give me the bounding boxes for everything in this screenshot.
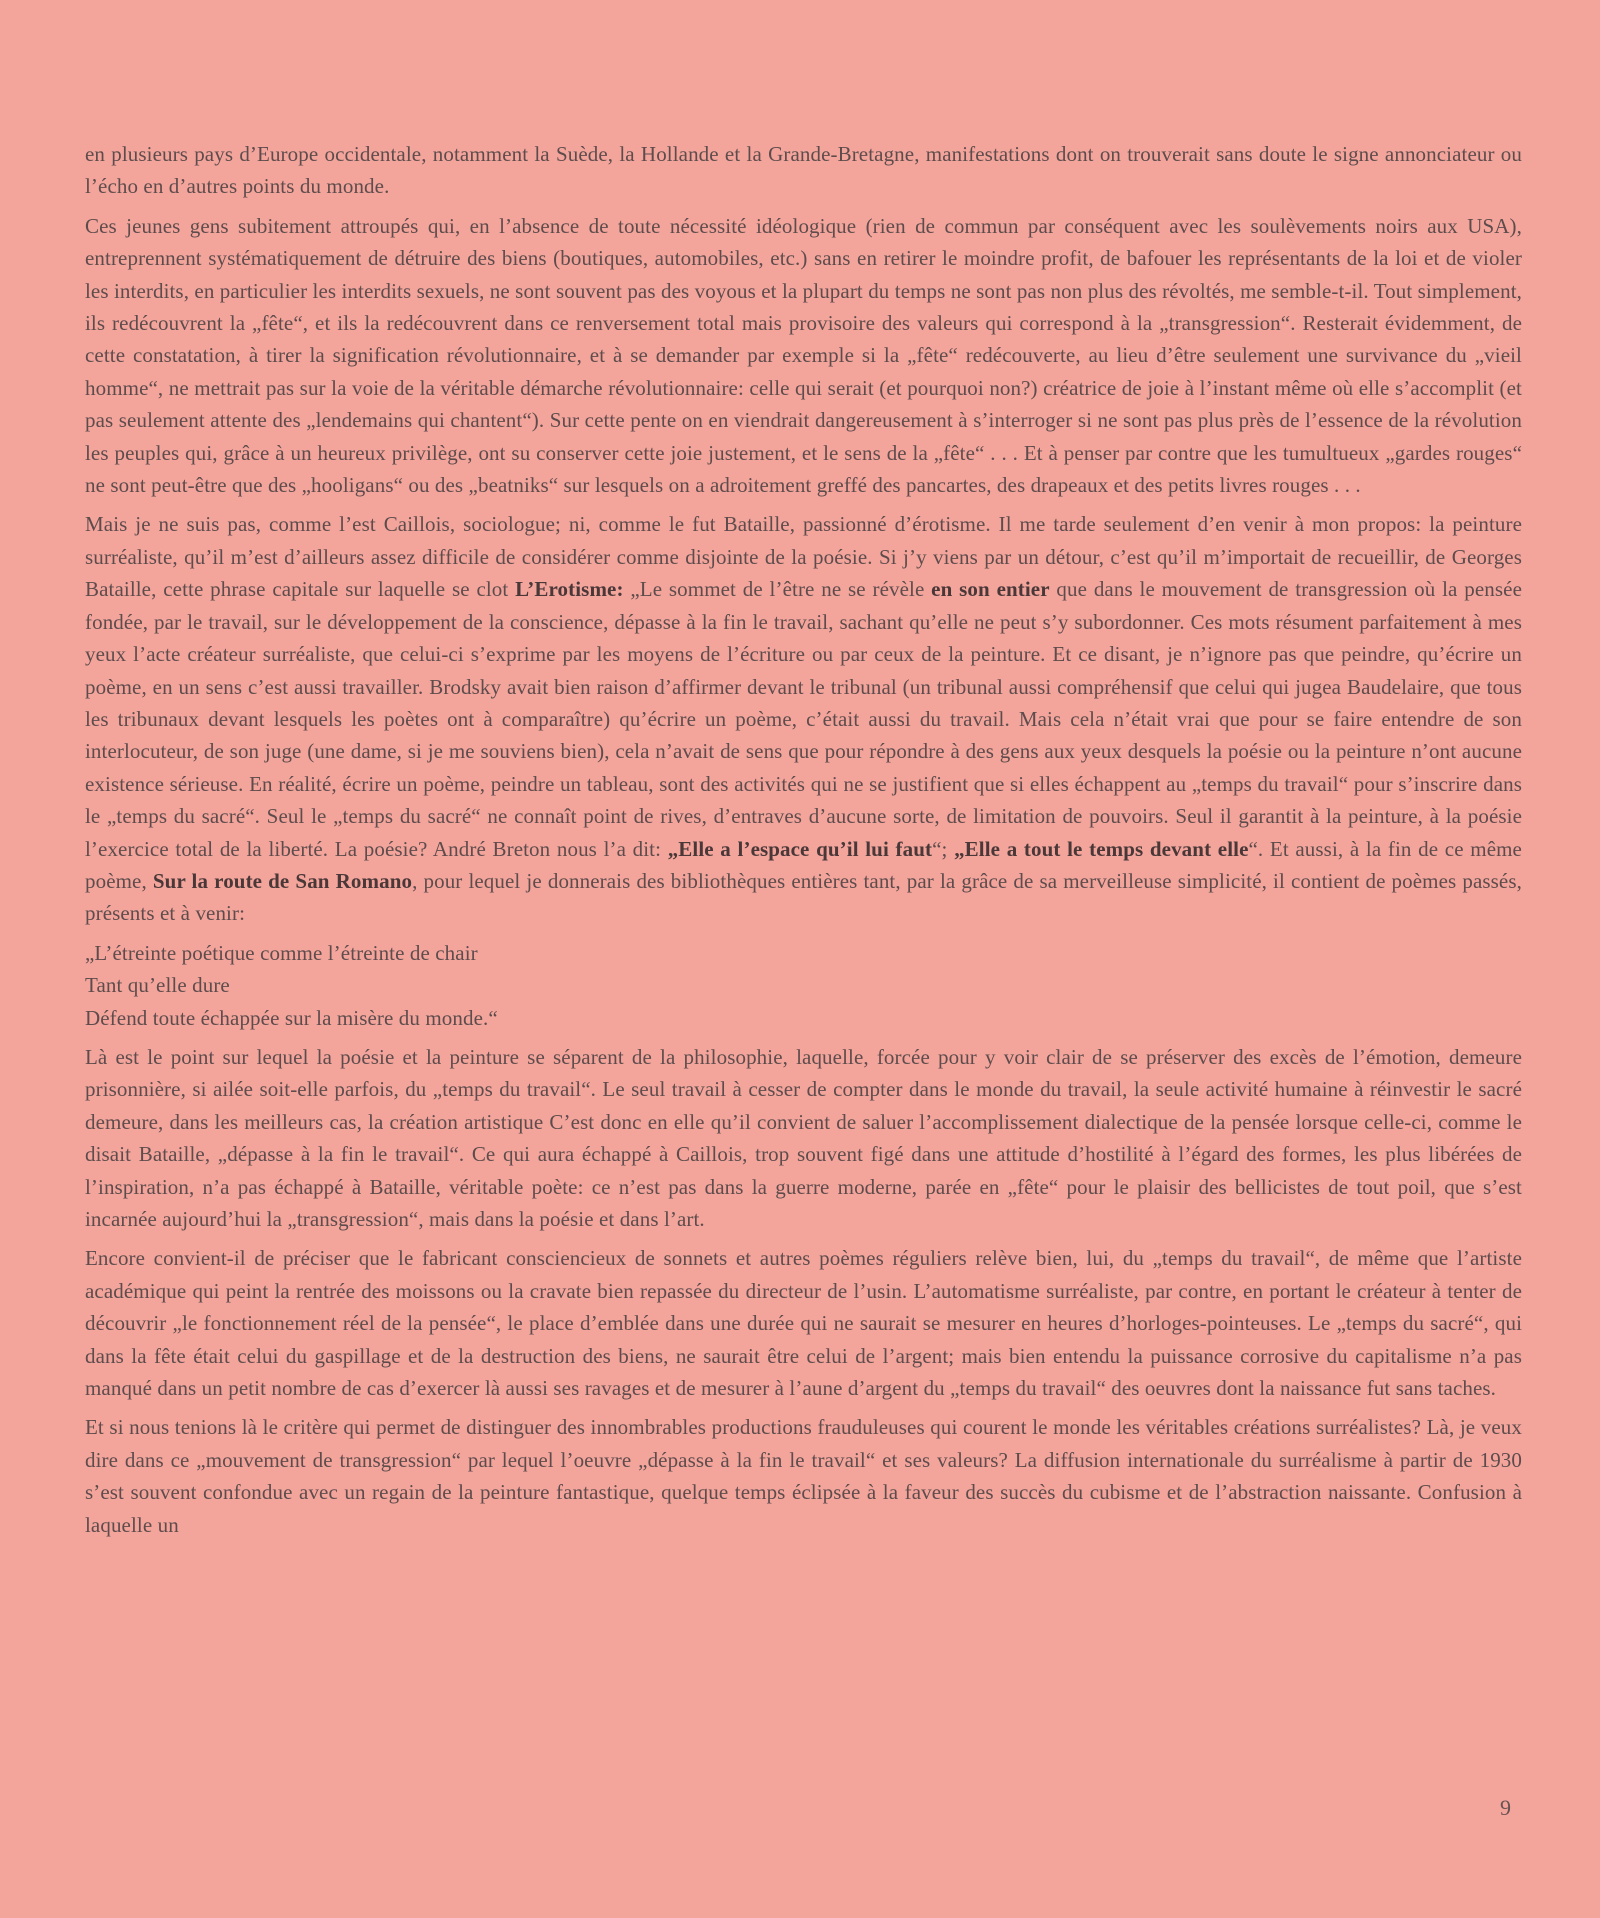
paragraph [85,1041,1522,1235]
paragraph [85,138,1522,203]
text-segment: que dans le mouvement de transgression où la pensée fondée, par le travail, sur le développement de la conscience, dépasse à la fin le travail, sachant qu’elle ne peut s’y subordonner. Ces mots résument parfaitement à mes yeux l’acte créateur surréaliste, que celui-ci s’exprime par les moyens de l’écriture ou par ceux de la peinture. Et ce disant, je n’ignore pas que peindre, qu’écrire un poème, en un sens c’est aussi travailler. Brodsky avait bien raison d’affirmer devant le tribunal (un tribunal aussi compréhensif que celui qui jugea Baudelaire, que tous les tribunaux devant lesquels les poètes ont à comparaître) qu’écrire un poème, c’était aussi du travail. Mais cela n’était vrai que pour se faire entendre de son interlocuteur, de son juge (une dame, si je me souviens bien), cela n’avait de sens que pour répondre à des gens aux yeux desquels la poésie ou la peinture n’ont aucune existence sérieuse. En réalité, écrire un poème, peindre un tableau, sont des activités qui ne se justifient que si elles échappent au „temps du travail“ pour s’inscrire dans le „temps du sacré“. Seul le „temps du sacré“ ne connaît point de rives, d’entraves d’aucune sorte, de limitation de pouvoirs. Seul il garantit à la peinture, à la poésie l’exercice total de la liberté. La poésie? André Breton nous l’a dit: [85,577,1522,861]
bold-text: Sur la route de San Romano [152,868,413,893]
text-segment: Encore convient-il de préciser que le fabricant consciencieux de sonnets et autres poèmes réguliers relève bien, lui, du „temps du travail“, de même que l’artiste académique qui peint la rentrée des moissons ou la cravate bien repassée du directeur de l’usin. L’automatisme surréaliste, par contre, en portant le créateur à tenter de découvrir „le fonctionnement réel de la pensée“, le place d’emblée dans une durée qui ne saurait se mesurer en heures d’horloges-pointeuses. Le „temps du sacré“, qui dans la fête était celui du gaspillage et de la destruction des biens, ne saurait être celui de l’argent; mais bien entendu la puissance corrosive du capitalisme n’a pas manqué dans un petit nombre de cas d’exercer là aussi ses ravages et de mesurer à l’aune d’argent du „temps du travail“ des oeuvres dont la naissance fut sans taches. [85,1246,1522,1401]
text-segment: Là est le point sur lequel la poésie et la peinture se séparent de la philosophie, laquelle, forcée pour y voir clair de se préserver des excès de l’émotion, demeure prisonnière, si ailée soit-elle parfois, du „temps du travail“. Le seul travail à cesser de compter dans le monde du travail, la seule activité humaine à réinvestir le sacré demeure, dans les meilleurs cas, la création artistique C’est donc en elle qu’il convient de saluer l’accomplissement dialectique de la pensée lorsque celle-ci, comme le disait Bataille, „dépasse à la fin le travail“. Ce qui aura échappé à Caillois, trop souvent figé dans une attitude d’hostilité à l’égard des formes, les plus libérées de l’inspiration, n’a pas échappé à Bataille, véritable poète: ce n’est pas dans la guerre moderne, parée en „fête“ pour le plaisir des bellicistes de tout poil, que s’est incarnée aujourd’hui la „transgression“, mais dans la poésie et dans l’art. [85,1044,1522,1231]
paragraph [85,210,1522,502]
text-segment: “; [932,836,955,861]
text-segment: , pour lequel je donnerais des bibliothèques entières tant, par la grâce de sa merveilleuse simplicité, il contient de poèmes passés, présents et à venir: [85,868,1522,926]
verse-line: Défend toute échappée sur la misère du monde.“ [85,1005,498,1030]
paragraph [85,1242,1522,1404]
text-segment: Mais je ne suis pas, comme l’est Caillois, sociologue; ni, comme le fut Bataille, passionné d’érotisme. Il me tarde seulement d’en venir à mon propos: la peinture surréaliste, qu’il m’est d’ailleurs assez difficile de considérer comme disjointe de la poésie. Si j’y viens par un détour, c’est qu’il m’importait de recueillir, de Georges Bataille, cette phrase capitale sur laquelle se clot [85,512,1522,602]
verse-line: „L’étreinte poétique comme l’étreinte de chair [85,940,478,965]
verse-quotation [85,937,1522,1034]
bold-text: en son entier [931,577,1050,602]
paragraph [85,1411,1522,1541]
text-segment: „Le sommet de l’être ne se révèle [623,577,932,602]
text-segment: “. Et aussi, à la fin de ce même poème, [85,836,1522,893]
bold-text: „Elle a l’espace qu’il lui faut [667,836,933,861]
paragraphs-after-verse [85,1041,1522,1541]
text-segment: en plusieurs pays d’Europe occidentale, notamment la Suède, la Hollande et la Grande-Bretagne, manifestations dont on trouverait sans doute le signe annonciateur ou l’écho en d’autres points du monde. [85,142,1522,199]
verse-line: Tant qu’elle dure [85,973,230,998]
body-text [85,138,1522,1548]
paragraph [85,508,1522,929]
bold-text: L’Erotisme: [515,577,624,602]
text-segment: Et si nous tenions là le critère qui permet de distinguer des innombrables productions frauduleuses qui courent le monde les véritables créations surréalistes? Là, je veux dire dans ce „mouvement de transgression“ par lequel l’oeuvre „dépasse à la fin le travail“ et ses valeurs? La diffusion internationale du surréalisme à partir de 1930 s’est souvent confondue avec un regain de la peinture fantastique, quelque temps éclipsée à la faveur des succès du cubisme et de l’abstraction naissante. Confusion à laquelle un [85,1415,1522,1537]
page-number: 9 [1500,1795,1511,1820]
paragraphs-before-verse [85,138,1522,930]
text-segment: Ces jeunes gens subitement attroupés qui, en l’absence de toute nécessité idéologique (rien de commun par conséquent avec les soulèvements noirs aux USA), entreprennent systématiquement de détruire des biens (boutiques, automobiles, etc.) sans en retirer le moindre profit, de bafouer les représentants de la loi et de violer les interdits, en particulier les interdits sexuels, ne sont souvent pas des voyous et la plupart du temps ne sont pas non plus des révoltés, me semble-t-il. Tout simplement, ils redécouvrent la „fête“, et ils la redécouvrent dans ce renversement total mais provisoire des valeurs qui correspond à la „transgression“. Resterait évidemment, de cette constatation, à tirer la signification révolutionnaire, et à se demander par exemple si la „fête“ redécouverte, au lieu d’être seulement une survivance du „vieil homme“, ne mettrait pas sur la voie de la véritable démarche révolutionnaire: celle qui serait (et pourquoi non?) créatrice de joie à l’instant même où elle s’accomplit (et pas seulement attente des „lendemains qui chantent“). Sur cette pente on en viendrait dangereusement à s’interroger si ne sont pas plus près de l’essence de la révolution les peuples qui, grâce à un heureux privilège, ont su conserver cette joie justement, et le sens de la „fête“ . . . Et à penser par contre que les tumultueux „gardes rouges“ ne sont peut-être que des „hooligans“ ou des „beatniks“ sur lesquels on a adroitement greffé des pancartes, des drapeaux et des petits livres rouges . . . [85,213,1522,498]
bold-text: „Elle a tout le temps devant elle [954,836,1249,861]
